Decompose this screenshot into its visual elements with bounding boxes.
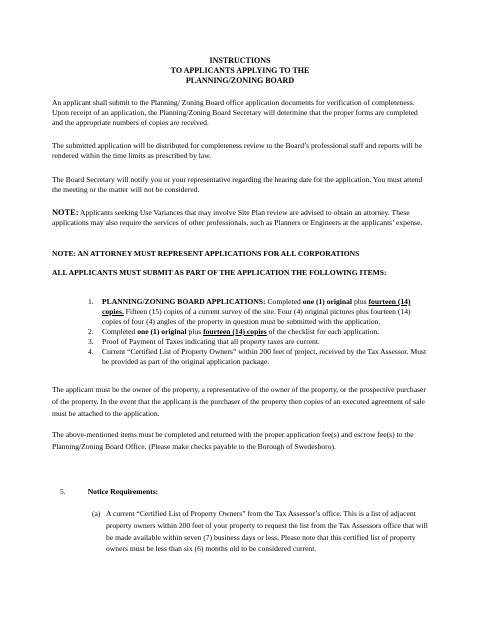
item-emphasis: one (1) original [302,297,353,306]
fees-paragraph: The above-mentioned items must be completed and returned with the proper application fee(s) and escrow fee(s) to the Planning/Zoning Board Office. (Please make checks payable to the Borough of Swedesboro). [52,430,414,451]
section-title: Notice Requirements: [87,487,159,496]
item-lead: PLANNING/ZONING BOARD APPLICATIONS: [102,297,266,306]
item-emphasis: fourteen (14) copies [203,327,267,337]
notice-requirements-heading [60,487,158,497]
subitem-label: (a) [92,509,101,518]
item-text: Current “Certified List of Property Owners” within 200 feet of project, received by the Tax Assessor. Must be provided as part of the original application package. [102,347,427,367]
item-text: Completed [265,297,303,306]
item-text: plus [186,327,204,337]
item-number: 4. [88,347,94,357]
intro-paragraph: An applicant shall submit to the Planning/ Zoning Board office application documents for verification of completeness. Upon receipt of an application, the Planning/Zoning Board Secretary will determine that the proper forms are completed and the appropriate numbers of copies are received. [52,98,418,128]
notice-requirement-a [92,508,428,555]
item-text: plus [352,297,369,306]
list-item [88,297,428,327]
required-items-heading: ALL APPLICANTS MUST SUBMIT AS PART OF THE APPLICATION THE FOLLOWING ITEMS: [52,268,387,277]
item-emphasis: one (1) original [137,327,187,337]
section-number: 5. [60,487,66,496]
item-number: 3. [88,337,94,347]
item-emphasis: fourteen (14) copies. [102,297,411,317]
list-item [88,347,428,367]
item-number: 1. [88,297,94,306]
note-label: NOTE: [52,208,79,217]
notification-paragraph: The Board Secretary will notify you or your representative regarding the hearing date for the application. You must attend the meeting or the matter will not be considered. [52,175,423,195]
title-line-3: PLANNING/ZONING BOARD [185,76,295,85]
item-number: 2. [88,327,94,337]
ownership-paragraph: The applicant must be the owner of the property, a representative of the owner of the property, or the prospective purchaser of the property. In the event that the applicant is the purchaser of the property then copies of an executed agreement of sale must be attached to the application. [52,385,426,418]
item-text: Proof of Payment of Taxes indicating that all property taxes are current. [102,337,320,347]
required-items-list [88,297,428,367]
distribution-paragraph: The submitted application will be distributed for completeness review to the Board’s professional staff and reports will be rendered within the time limits as prescribed by law. [52,141,422,161]
title-line-2: TO APPLICANTS APPLYING TO THE [170,66,310,75]
note-text: Applicants seeking Use Variances that may involve Site Plan review are advised to obtain an attorney. These applications may also require the services of other professionals, such as Planners or Engineers at the applicants’ expense. [52,208,423,228]
item-text: Fifteen (15) copies of a current survey of the site. Four (4) original pictures plus fourteen (14) copies of four (4) angles of the property in question must be submitted with the application. [102,307,411,327]
item-text: of the checklist for each application. [266,327,380,337]
use-variance-note [52,207,428,228]
list-item [88,337,428,347]
list-item [88,327,428,337]
title-line-1: INSTRUCTIONS [209,56,271,65]
subitem-text: A current “Certified List of Property Owners” from the Tax Assessor’s office. This is a list of adjacent property owners within 200 feet of your property to request the list from the Tax Assessors office that will be made available within seven (7) business days or less. Please note that this certified list of property owners must be less than six (6) months old to be considered current. [106,509,428,554]
attorney-note: NOTE: AN ATTORNEY MUST REPRESENT APPLICATIONS FOR ALL CORPORATIONS [52,249,360,258]
document-title [52,56,428,86]
item-text: Completed [102,327,138,337]
